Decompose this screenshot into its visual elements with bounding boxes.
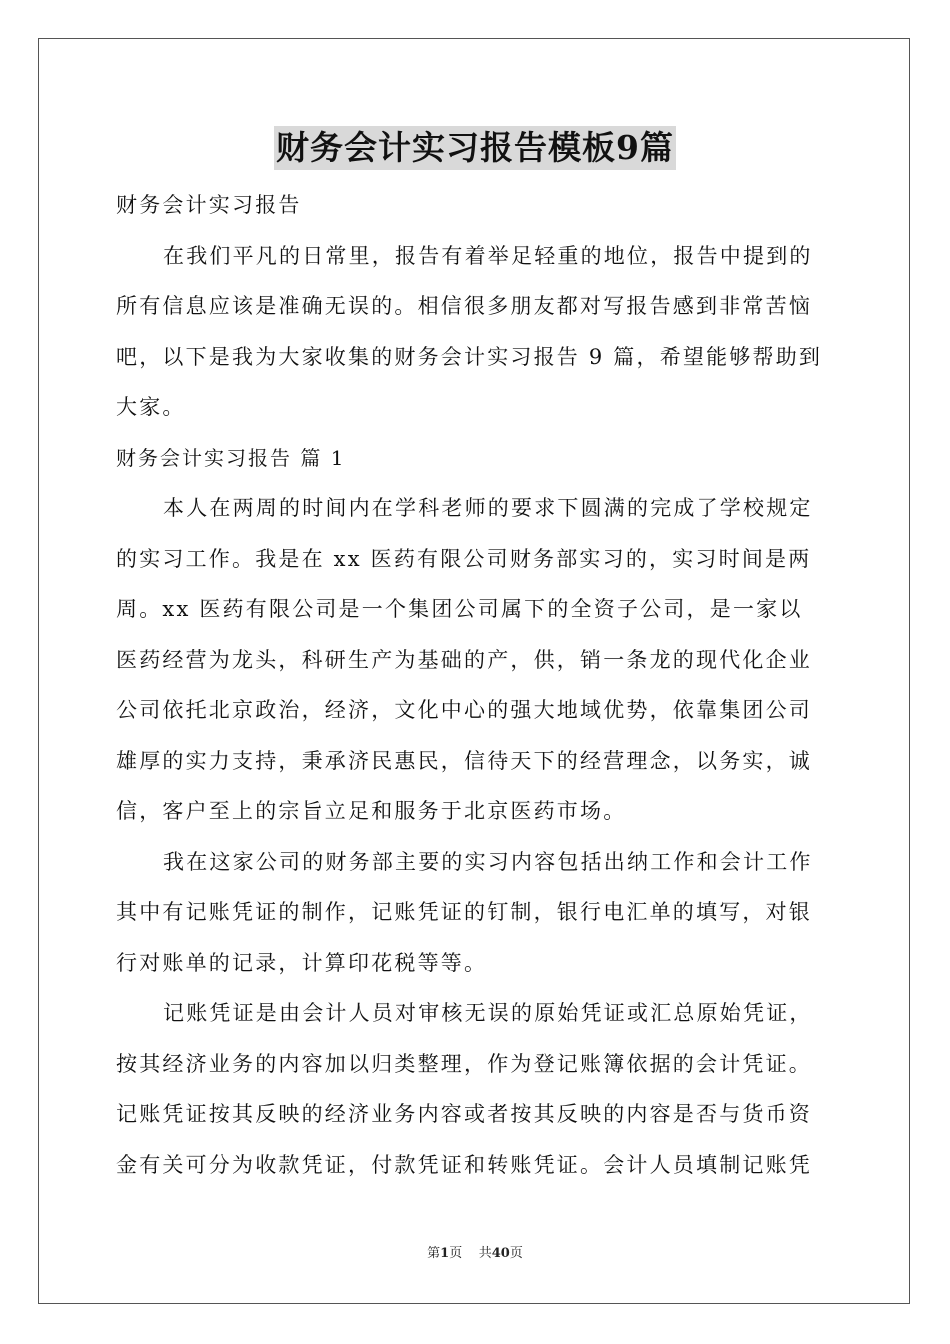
intro-paragraph — [116, 231, 834, 433]
paragraph-3 — [116, 988, 834, 1190]
paragraph-line: 记账凭证是由会计人员对审核无误的原始凭证或汇总原始凭证， — [163, 1001, 813, 1025]
paragraph-line: 其中有记账凭证的制作，记账凭证的钉制，银行电汇单的填写，对银 — [116, 900, 812, 924]
page-number: 1 — [440, 1246, 450, 1261]
paragraph-line: 行对账单的记录，计算印花税等等。 — [116, 950, 488, 975]
intro-line: 吧，以下是我为大家收集的财务会计实习报告 9 篇，希望能够帮助到 — [116, 344, 823, 369]
page-suffix: 页 — [449, 1246, 463, 1261]
paragraph-line: 周。xx 医药有限公司是一个集团公司属下的全资子公司，是一家以 — [116, 597, 803, 621]
document-body — [116, 180, 834, 1190]
total-pages: 40 — [491, 1246, 510, 1261]
paragraph-line: 我在这家公司的财务部主要的实习内容包括出纳工作和会计工作 — [163, 849, 813, 874]
paragraph-line: 公司依托北京政治，经济，文化中心的强大地域优势，依靠集团公司 — [116, 698, 812, 722]
paragraph-line: 本人在两周的时间内在学科老师的要求下圆满的完成了学校规定 — [163, 496, 813, 520]
total-prefix: 共 — [478, 1246, 492, 1261]
total-suffix: 页 — [509, 1246, 523, 1261]
paragraph-line: 记账凭证按其反映的经济业务内容或者按其反映的内容是否与货币资 — [116, 1102, 812, 1126]
paragraph-line: 信，客户至上的宗旨立足和服务于北京医药市场。 — [116, 799, 627, 823]
paragraph-line: 医药经营为龙头，科研生产为基础的产，供，销一条龙的现代化企业 — [116, 647, 812, 672]
document-title: 财务会计实习报告模板9篇 — [274, 126, 676, 170]
paragraph-line: 按其经济业务的内容加以归类整理，作为登记账簿依据的会计凭证。 — [116, 1051, 812, 1076]
paragraph-2 — [116, 837, 834, 989]
section-heading: 财务会计实习报告 篇 1 — [116, 445, 346, 470]
page-footer — [0, 1245, 950, 1263]
title-container — [0, 126, 950, 170]
paragraph-line: 雄厚的实力支持，秉承济民惠民，信待天下的经营理念，以务实，诚 — [116, 748, 812, 773]
page-prefix: 第 — [427, 1246, 441, 1261]
paragraph-1 — [116, 483, 834, 837]
paragraph-line: 的实习工作。我是在 xx 医药有限公司财务部实习的，实习时间是两 — [116, 546, 812, 571]
intro-line: 所有信息应该是准确无误的。相信很多朋友都对写报告感到非常苦恼 — [116, 294, 812, 318]
intro-line: 大家。 — [116, 395, 186, 419]
document-subtitle: 财务会计实习报告 — [116, 193, 302, 217]
intro-line: 在我们平凡的日常里，报告有着举足轻重的地位，报告中提到的 — [163, 243, 813, 268]
paragraph-line: 金有关可分为收款凭证，付款凭证和转账凭证。会计人员填制记账凭 — [116, 1152, 812, 1177]
